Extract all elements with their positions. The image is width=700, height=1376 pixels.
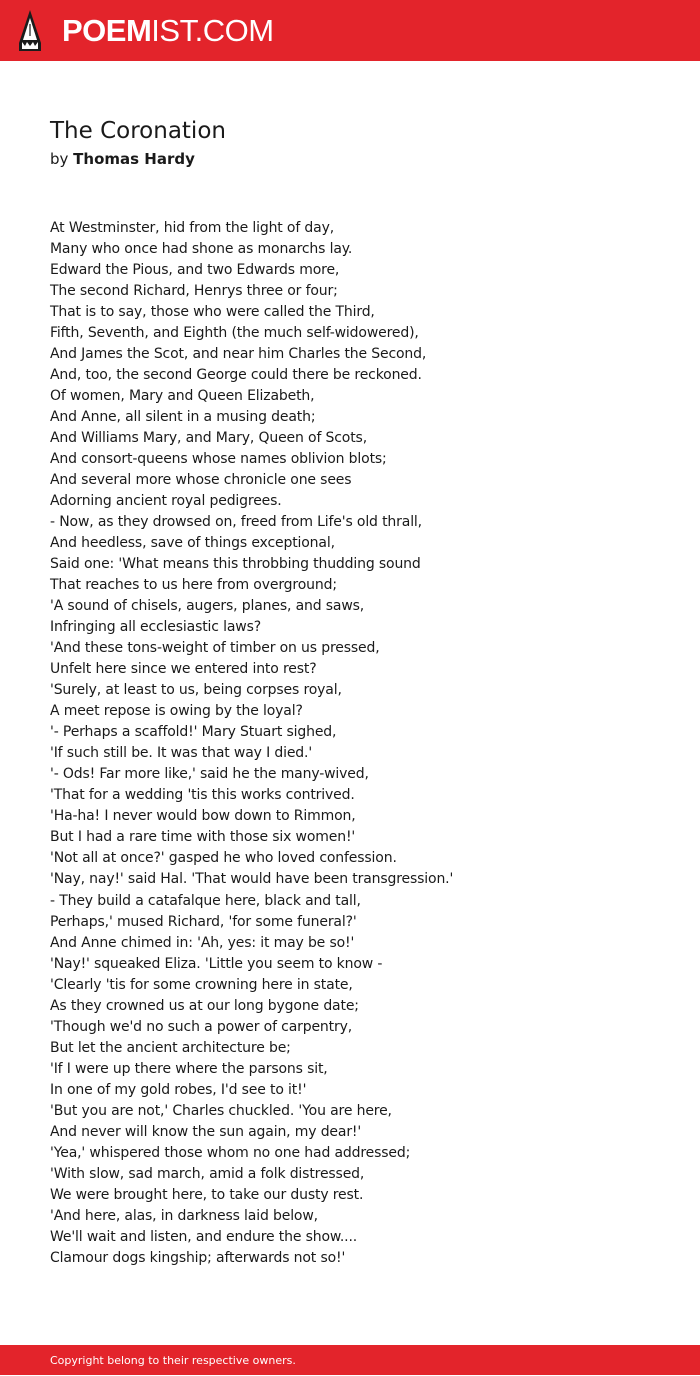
poem-line: Fifth, Seventh, and Eighth (the much self-widowered), bbox=[50, 325, 419, 342]
site-footer bbox=[0, 1345, 700, 1375]
poem-line: And Anne chimed in: 'Ah, yes: it may be so!' bbox=[50, 934, 355, 951]
poem-line: 'Surely, at least to us, being corpses royal, bbox=[50, 682, 342, 699]
poem-line: Clamour dogs kingship; afterwards not so!' bbox=[50, 1249, 346, 1266]
poem-line: 'With slow, sad march, amid a folk distressed, bbox=[50, 1165, 365, 1182]
poem-line: And several more whose chronicle one sees bbox=[50, 472, 352, 489]
poem-line: 'But you are not,' Charles chuckled. 'You are here, bbox=[50, 1102, 392, 1119]
poem-line: - Now, as they drowsed on, freed from Life's old thrall, bbox=[50, 514, 422, 531]
logo-bold-text: POEM bbox=[62, 13, 152, 48]
poem-title: The Coronation bbox=[50, 118, 226, 144]
poem-line: That is to say, those who were called the Third, bbox=[50, 304, 375, 321]
poem-byline bbox=[50, 148, 195, 170]
poem-line: In one of my gold robes, I'd see to it!' bbox=[50, 1081, 307, 1098]
poem-line: Adorning ancient royal pedigrees. bbox=[50, 493, 282, 510]
site-logo[interactable] bbox=[62, 11, 274, 51]
poem-line: And consort-queens whose names oblivion blots; bbox=[50, 451, 387, 468]
poem-line: '- Perhaps a scaffold!' Mary Stuart sighed, bbox=[50, 724, 337, 741]
logo-light-text: IST.COM bbox=[151, 13, 274, 48]
poem-line: Edward the Pious, and two Edwards more, bbox=[50, 262, 340, 279]
poem-line: And Williams Mary, and Mary, Queen of Scots, bbox=[50, 430, 367, 447]
poem-line: Perhaps,' mused Richard, 'for some funeral?' bbox=[50, 913, 357, 930]
poem-line: 'Yea,' whispered those whom no one had addressed; bbox=[50, 1144, 411, 1161]
poem-line: And never will know the sun again, my dear!' bbox=[50, 1123, 362, 1140]
poem-line: The second Richard, Henrys three or four; bbox=[50, 283, 338, 300]
poem-line: As they crowned us at our long bygone date; bbox=[50, 997, 359, 1014]
poem-line: Many who once had shone as monarchs lay. bbox=[50, 241, 353, 258]
poem-line: 'Though we'd no such a power of carpentry, bbox=[50, 1018, 353, 1035]
poem-line: But I had a rare time with those six women!' bbox=[50, 829, 356, 846]
poem-line: And heedless, save of things exceptional, bbox=[50, 535, 335, 552]
poem-line: 'And these tons-weight of timber on us pressed, bbox=[50, 640, 380, 657]
poem-line: 'If I were up there where the parsons sit, bbox=[50, 1060, 328, 1077]
poem-line: 'If such still be. It was that way I died.' bbox=[50, 745, 313, 762]
site-header bbox=[0, 0, 700, 61]
poem-body bbox=[50, 218, 670, 1269]
poem-line: '- Ods! Far more like,' said he the many-wived, bbox=[50, 766, 369, 783]
poem-line: Infringing all ecclesiastic laws? bbox=[50, 619, 262, 636]
poem-line: Of women, Mary and Queen Elizabeth, bbox=[50, 388, 315, 405]
poem-line: 'Clearly 'tis for some crowning here in state, bbox=[50, 976, 353, 993]
poem-line: And Anne, all silent in a musing death; bbox=[50, 409, 316, 426]
pen-nib-icon[interactable] bbox=[17, 10, 43, 52]
poem-line: 'Not all at once?' gasped he who loved confession. bbox=[50, 850, 397, 867]
poem-line: That reaches to us here from overground; bbox=[50, 577, 337, 594]
byline-prefix: by bbox=[50, 150, 74, 168]
poem-line: At Westminster, hid from the light of day, bbox=[50, 220, 335, 236]
poem-line: Unfelt here since we entered into rest? bbox=[50, 661, 317, 678]
poem-line: 'And here, alas, in darkness laid below, bbox=[50, 1207, 318, 1224]
copyright-text: Copyright belong to their respective owners. bbox=[50, 1354, 296, 1367]
poem-line: But let the ancient architecture be; bbox=[50, 1039, 291, 1056]
poem-line: Said one: 'What means this throbbing thudding sound bbox=[50, 556, 421, 573]
poem-line: 'Nay!' squeaked Eliza. 'Little you seem to know - bbox=[50, 955, 383, 972]
poem-line: And, too, the second George could there be reckoned. bbox=[50, 367, 422, 384]
poem-author: Thomas Hardy bbox=[73, 150, 195, 168]
poem-line: 'Nay, nay!' said Hal. 'That would have been transgression.' bbox=[50, 871, 454, 888]
poem-line: 'Ha-ha! I never would bow down to Rimmon, bbox=[50, 808, 356, 825]
poem-line: We were brought here, to take our dusty rest. bbox=[50, 1186, 364, 1203]
poem-line: And James the Scot, and near him Charles the Second, bbox=[50, 346, 427, 363]
poem-line: 'That for a wedding 'tis this works contrived. bbox=[50, 787, 355, 804]
poem-line: We'll wait and listen, and endure the show.... bbox=[50, 1228, 358, 1245]
poem-line: A meet repose is owing by the loyal? bbox=[50, 703, 303, 720]
poem-line: - They build a catafalque here, black and tall, bbox=[50, 892, 361, 909]
poem-line: 'A sound of chisels, augers, planes, and saws, bbox=[50, 598, 365, 615]
